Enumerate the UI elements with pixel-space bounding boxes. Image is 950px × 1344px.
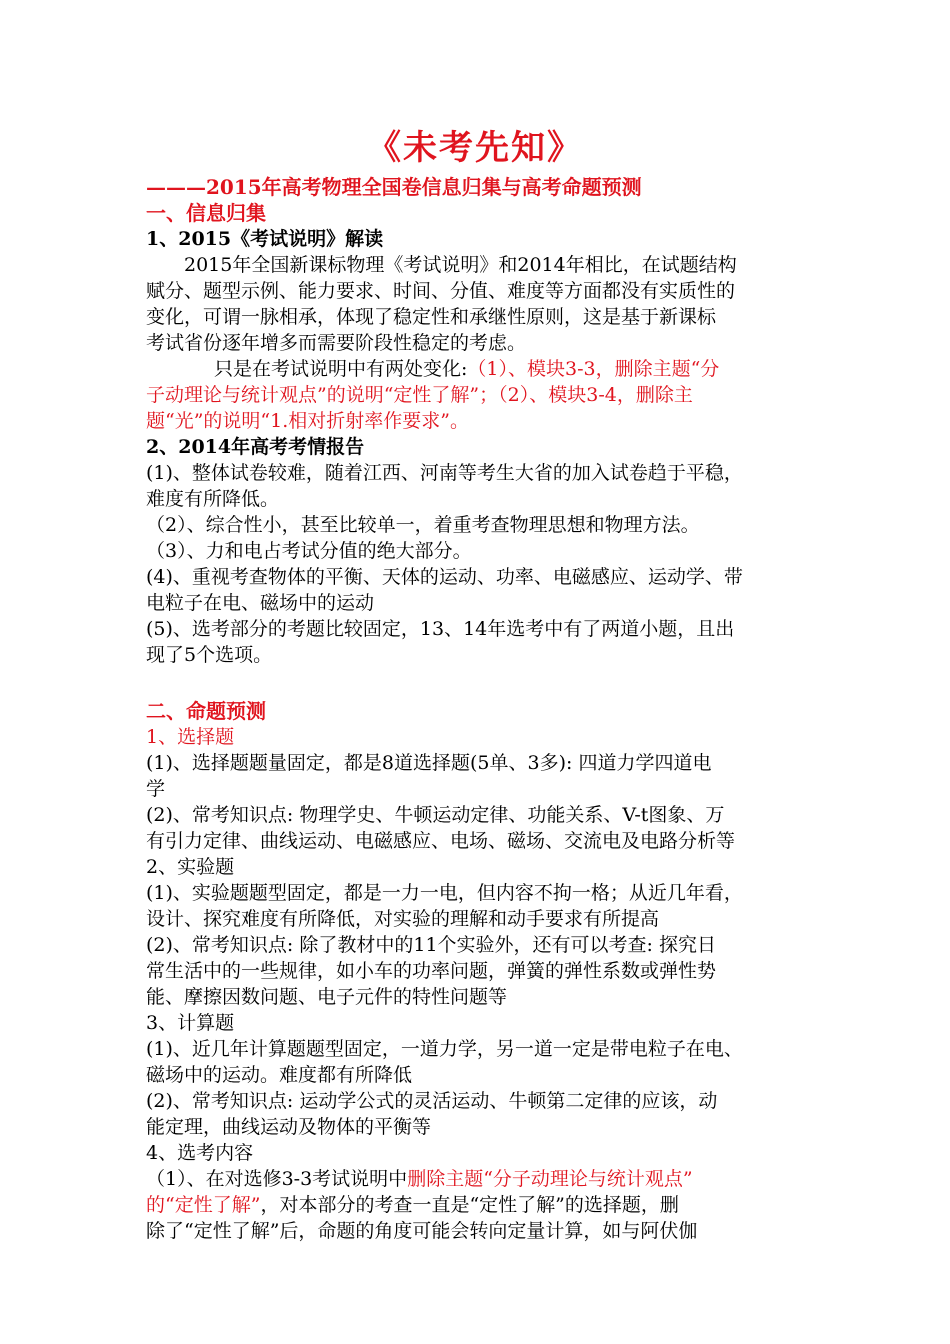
prediction-line: (2)、常考知识点: 物理学史、牛顿运动定律、功能关系、V-t图象、万 <box>146 804 725 826</box>
subsection-2-4-heading: 4、选考内容 <box>146 1142 254 1164</box>
prediction-line: 除了“定性了解”后，命题的角度可能会转向定量计算，如与阿伏伽 <box>146 1220 698 1242</box>
paragraph-line: 2015年全国新课标物理《考试说明》和2014年相比，在试题结构 <box>184 254 737 276</box>
document-title: 《未考先知》 <box>367 128 583 168</box>
prediction-line: 磁场中的运动。难度都有所降低 <box>146 1064 413 1086</box>
report-line: (4)、重视考查物体的平衡、天体的运动、功率、电磁感应、运动学、带 <box>146 566 743 588</box>
report-line: 电粒子在电、磁场中的运动 <box>146 592 375 614</box>
prediction-line: (1)、近几年计算题题型固定，一道力学，另一道一定是带电粒子在电、 <box>146 1038 743 1060</box>
section-2-heading: 二、命题预测 <box>146 699 266 723</box>
subsection-2-1-heading: 1、选择题 <box>146 726 235 748</box>
paragraph-line: 考试省份逐年增多而需要阶段性稳定的考虑。 <box>146 332 527 354</box>
prediction-line: (2)、常考知识点: 除了教材中的11个实验外，还有可以考查: 探究日 <box>146 934 716 956</box>
elective-intro: （1）、在对选修3-3考试说明中 <box>146 1168 408 1190</box>
report-line: 现了5个选项。 <box>146 644 273 666</box>
document-subtitle: ———2015年高考物理全国卷信息归集与高考命题预测 <box>146 175 642 199</box>
prediction-line: (1)、实验题题型固定，都是一力一电，但内容不拘一格；从近几年看， <box>146 882 743 904</box>
subsection-2-3-heading: 3、计算题 <box>146 1012 235 1034</box>
prediction-line: 设计、探究难度有所降低，对实验的理解和动手要求有所提高 <box>146 908 660 930</box>
changes-highlight: （1）、模块3-3，删除主题“分 <box>467 358 720 380</box>
prediction-line: 有引力定律、曲线运动、电磁感应、电场、磁场、交流电及电路分析等 <box>146 830 736 852</box>
subsection-1-1-heading: 1、2015《考试说明》解读 <box>146 228 384 250</box>
changes-highlight-line: 题“光”的说明“1.相对折射率作要求”。 <box>146 410 469 432</box>
report-line: (1)、整体试卷较难，随着江西、河南等考生大省的加入试卷趋于平稳， <box>146 462 743 484</box>
changes-highlight-line: 子动理论与统计观点”的说明“定性了解”；（2）、模块3-4，删除主 <box>146 384 693 406</box>
prediction-line <box>146 1192 826 1218</box>
elective-highlight: 删除主题“分子动理论与统计观点” <box>407 1168 693 1190</box>
report-line: （2）、综合性小，甚至比较单一，着重考查物理思想和物理方法。 <box>146 514 700 536</box>
prediction-line: 学 <box>146 778 166 800</box>
elective-text: ，对本部分的考查一直是“定性了解”的选择题，删 <box>260 1194 679 1216</box>
section-1-heading: 一、信息归集 <box>146 201 266 225</box>
subsection-2-2-heading: 2、实验题 <box>146 856 235 878</box>
report-line: (5)、选考部分的考题比较固定，13、14年选考中有了两道小题，且出 <box>146 618 735 640</box>
prediction-line: 能、摩擦因数问题、电子元件的特性问题等 <box>146 986 508 1008</box>
prediction-line: (1)、选择题题量固定，都是8道选择题(5单、3多): 四道力学四道电 <box>146 752 712 774</box>
paragraph-line <box>146 356 826 382</box>
prediction-line: 常生活中的一些规律，如小车的功率问题，弹簧的弹性系数或弹性势 <box>146 960 717 982</box>
report-line: （3）、力和电占考试分值的绝大部分。 <box>146 540 472 562</box>
report-line: 难度有所降低。 <box>146 488 280 510</box>
elective-highlight: 的“定性了解” <box>146 1194 261 1216</box>
paragraph-line: 变化，可谓一脉相承，体现了稳定性和承继性原则，这是基于新课标 <box>146 306 717 328</box>
prediction-line: (2)、常考知识点: 运动学公式的灵活运动、牛顿第二定律的应该，动 <box>146 1090 718 1112</box>
changes-intro: 只是在考试说明中有两处变化: <box>214 358 468 380</box>
paragraph-line: 赋分、题型示例、能力要求、时间、分值、难度等方面都没有实质性的 <box>146 280 736 302</box>
prediction-line: 能定理，曲线运动及物体的平衡等 <box>146 1116 432 1138</box>
prediction-line <box>146 1166 826 1192</box>
subsection-1-2-heading: 2、2014年高考考情报告 <box>146 436 365 458</box>
